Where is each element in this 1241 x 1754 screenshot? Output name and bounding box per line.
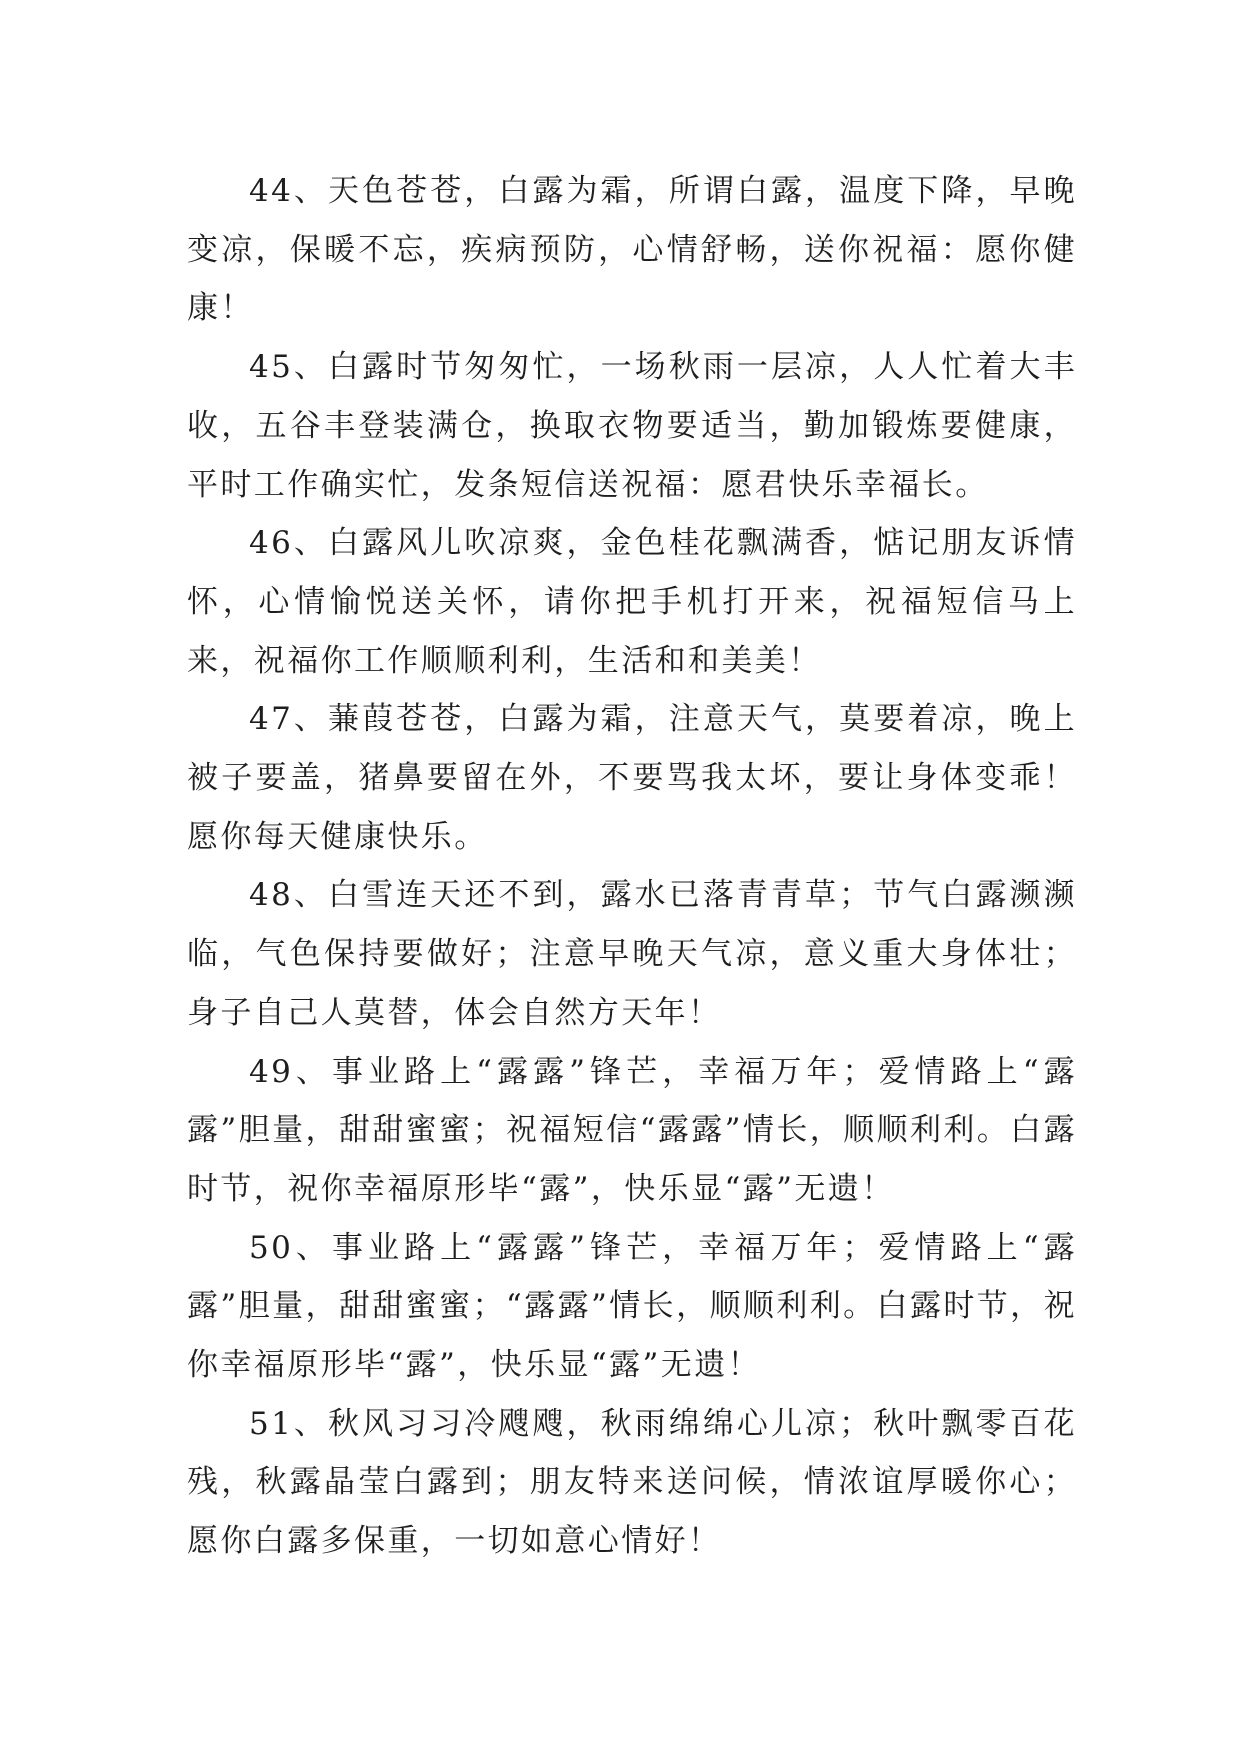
paragraph-50: 50、事业路上“露露”锋芒，幸福万年；爱情路上“露露”胆量，甜甜蜜蜜；“露露”情长，顺顺利利。白露时节，祝你幸福原形毕“露”，快乐显“露”无遗！ (187, 1229, 1077, 1384)
paragraph-47: 47、蒹葭苍苍，白露为霜，注意天气，莫要着凉，晚上被子要盖，猪鼻要留在外，不要骂我太坏，要让身体变乖！愿你每天健康快乐。 (187, 701, 1077, 855)
paragraph-45: 45、白露时节匆匆忙，一场秋雨一层凉，人人忙着大丰收，五谷丰登装满仓，换取衣物要适当，勤加锻炼要健康，平时工作确实忙，发条短信送祝福：愿君快乐幸福长。 (187, 349, 1077, 503)
paragraph-44: 44、天色苍苍，白露为霜，所谓白露，温度下降，早晚变凉，保暖不忘，疾病预防，心情舒畅，送你祝福：愿你健康！ (187, 173, 1077, 327)
paragraph-51: 51、秋风习习冷飕飕，秋雨绵绵心儿凉；秋叶飘零百花残，秋露晶莹白露到；朋友特来送问候，情浓谊厚暖你心；愿你白露多保重，一切如意心情好！ (187, 1405, 1077, 1560)
paragraph-49: 49、事业路上“露露”锋芒，幸福万年；爱情路上“露露”胆量，甜甜蜜蜜；祝福短信“露露”情长，顺顺利利。白露时节，祝你幸福原形毕“露”，快乐显“露”无遗！ (187, 1053, 1077, 1207)
paragraph-48: 48、白雪连天还不到，露水已落青青草；节气白露濒濒临，气色保持要做好；注意早晚天气凉，意义重大身体壮；身子自己人莫替，体会自然方天年！ (187, 877, 1077, 1031)
paragraph-46: 46、白露风儿吹凉爽，金色桂花飘满香，惦记朋友诉情怀，心情愉悦送关怀，请你把手机打开来，祝福短信马上来，祝福你工作顺顺利利，生活和和美美！ (187, 525, 1077, 679)
document-body (187, 162, 1077, 1571)
